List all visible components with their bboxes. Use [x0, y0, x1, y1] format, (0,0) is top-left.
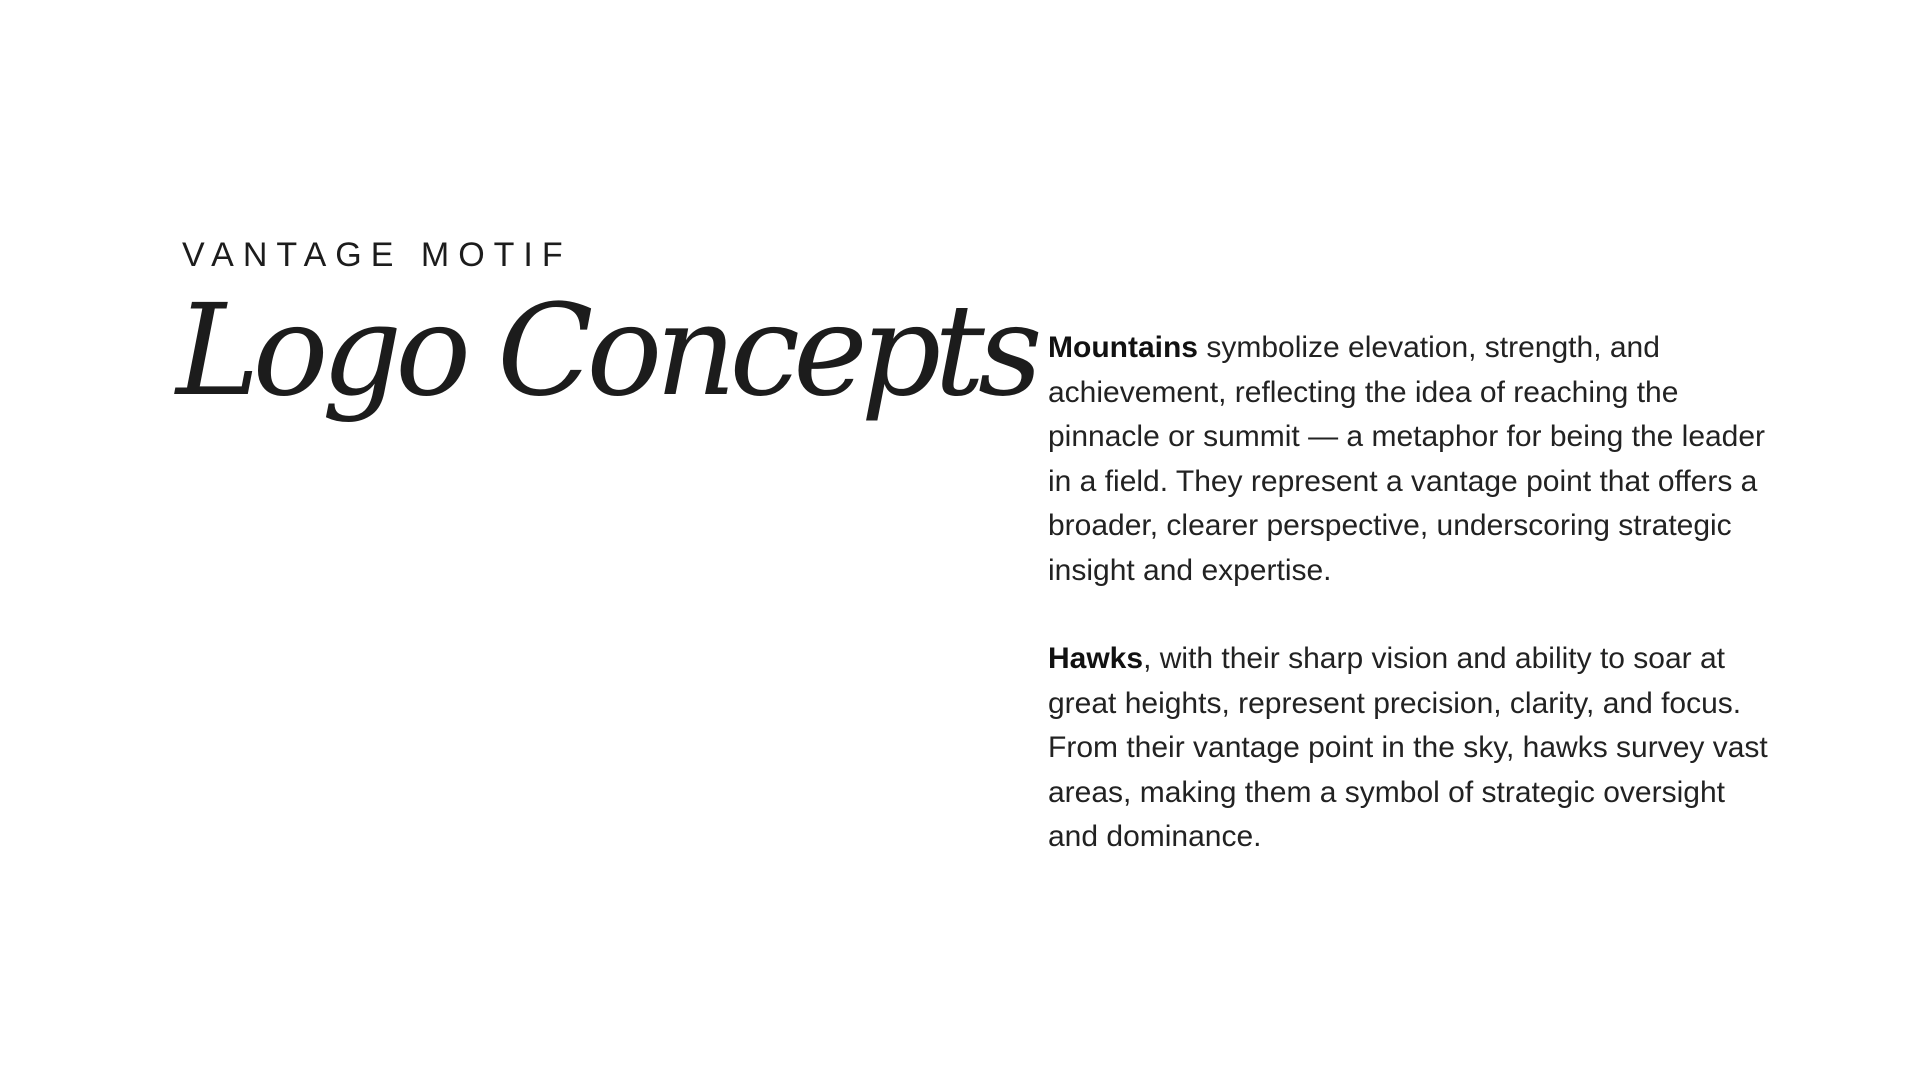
paragraph-mountains [1048, 326, 1768, 593]
paragraph-lead-hawks: Hawks [1048, 642, 1144, 675]
description-body [1048, 326, 1768, 904]
paragraph-lead-mountains: Mountains [1048, 331, 1198, 364]
paragraph-text-hawks: , with their sharp vision and ability to soar at great heights, represent precision, clarity, and focus. From their vantage point in the sky, hawks survey vast areas, making them a symbol of strategic oversight and dominance. [1048, 642, 1768, 853]
paragraph-text-mountains: symbolize elevation, strength, and achievement, reflecting the idea of reaching the pinnacle or summit — a metaphor for being the leader in a field. They represent a vantage point that offers a broader, clearer perspective, underscoring strategic insight and expertise. [1048, 331, 1766, 587]
paragraph-hawks [1048, 637, 1768, 860]
page-title: Logo Concepts [176, 277, 1036, 424]
eyebrow-label: VANTAGE MOTIF [182, 236, 572, 274]
